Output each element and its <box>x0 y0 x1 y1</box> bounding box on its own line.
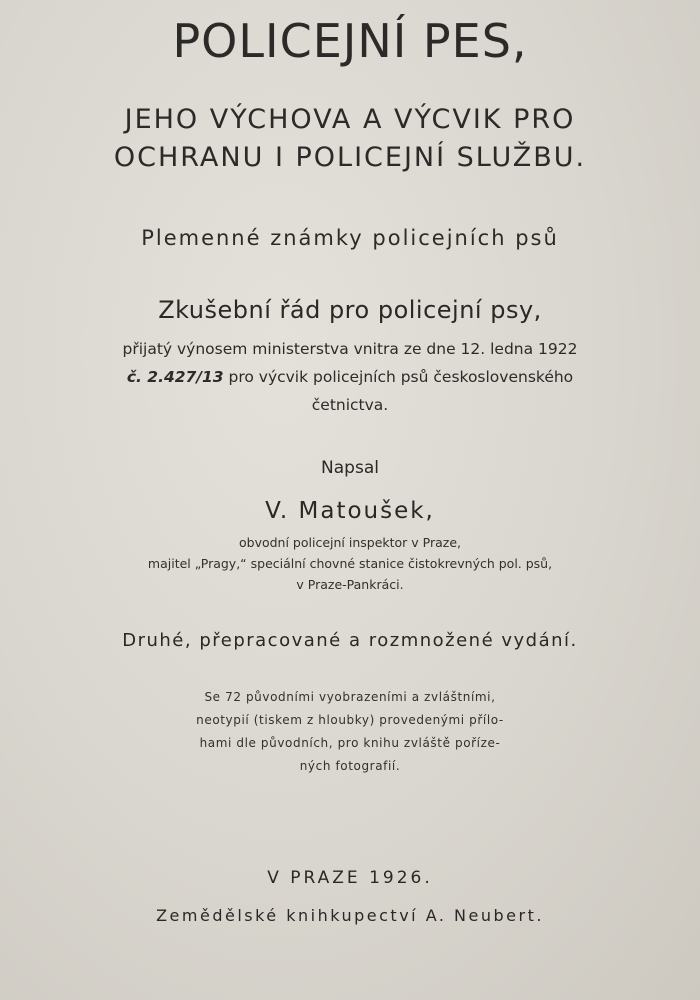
author-info-line-1: obvodní policejní inspektor v Praze, <box>238 535 461 550</box>
place-year: V PRAZE 1926. <box>267 868 433 888</box>
subtitle-line-2: OCHRANU I POLICEJNÍ SLUŽBU. <box>113 142 587 173</box>
illustrations-line-4: ných fotografií. <box>299 759 401 773</box>
decree-line-2 <box>0 368 700 386</box>
author-name: V. Matoušek, <box>265 498 435 524</box>
decree-line-2-rest: pro výcvik policejních psů československého <box>223 368 574 386</box>
decree-line-1: přijatý výnosem ministerstva vnitra ze dne 12. ledna 1922 <box>122 340 578 358</box>
edition-note: Druhé, přepracované a rozmnožené vydání. <box>122 630 578 651</box>
publisher: Zemědělské knihkupectví A. Neubert. <box>156 906 544 925</box>
zkusebni-heading: Zkušební řád pro policejní psy, <box>158 296 542 324</box>
book-title: POLICEJNÍ PES, <box>172 14 528 68</box>
written-by-label: Napsal <box>321 458 379 478</box>
author-info-line-2: majitel „Pragy,“ speciální chovné stanice čistokrevných pol. psů, <box>147 556 553 571</box>
subtitle-line-1: JEHO VÝCHOVA A VÝCVIK PRO <box>124 104 576 135</box>
illustrations-line-3: hami dle původních, pro knihu zvláště poříze- <box>199 736 501 750</box>
plemenne-heading: Plemenné známky policejních psů <box>141 226 559 250</box>
illustrations-line-2: neotypií (tiskem z hloubky) provedenými přílo- <box>196 713 504 727</box>
decree-line-3: četnictva. <box>311 396 389 414</box>
author-info-line-3: v Praze-Pankráci. <box>296 577 404 592</box>
illustrations-line-1: Se 72 původními vyobrazeními a zvláštními, <box>204 690 496 704</box>
decree-number: č. 2.427/13 <box>126 368 224 386</box>
